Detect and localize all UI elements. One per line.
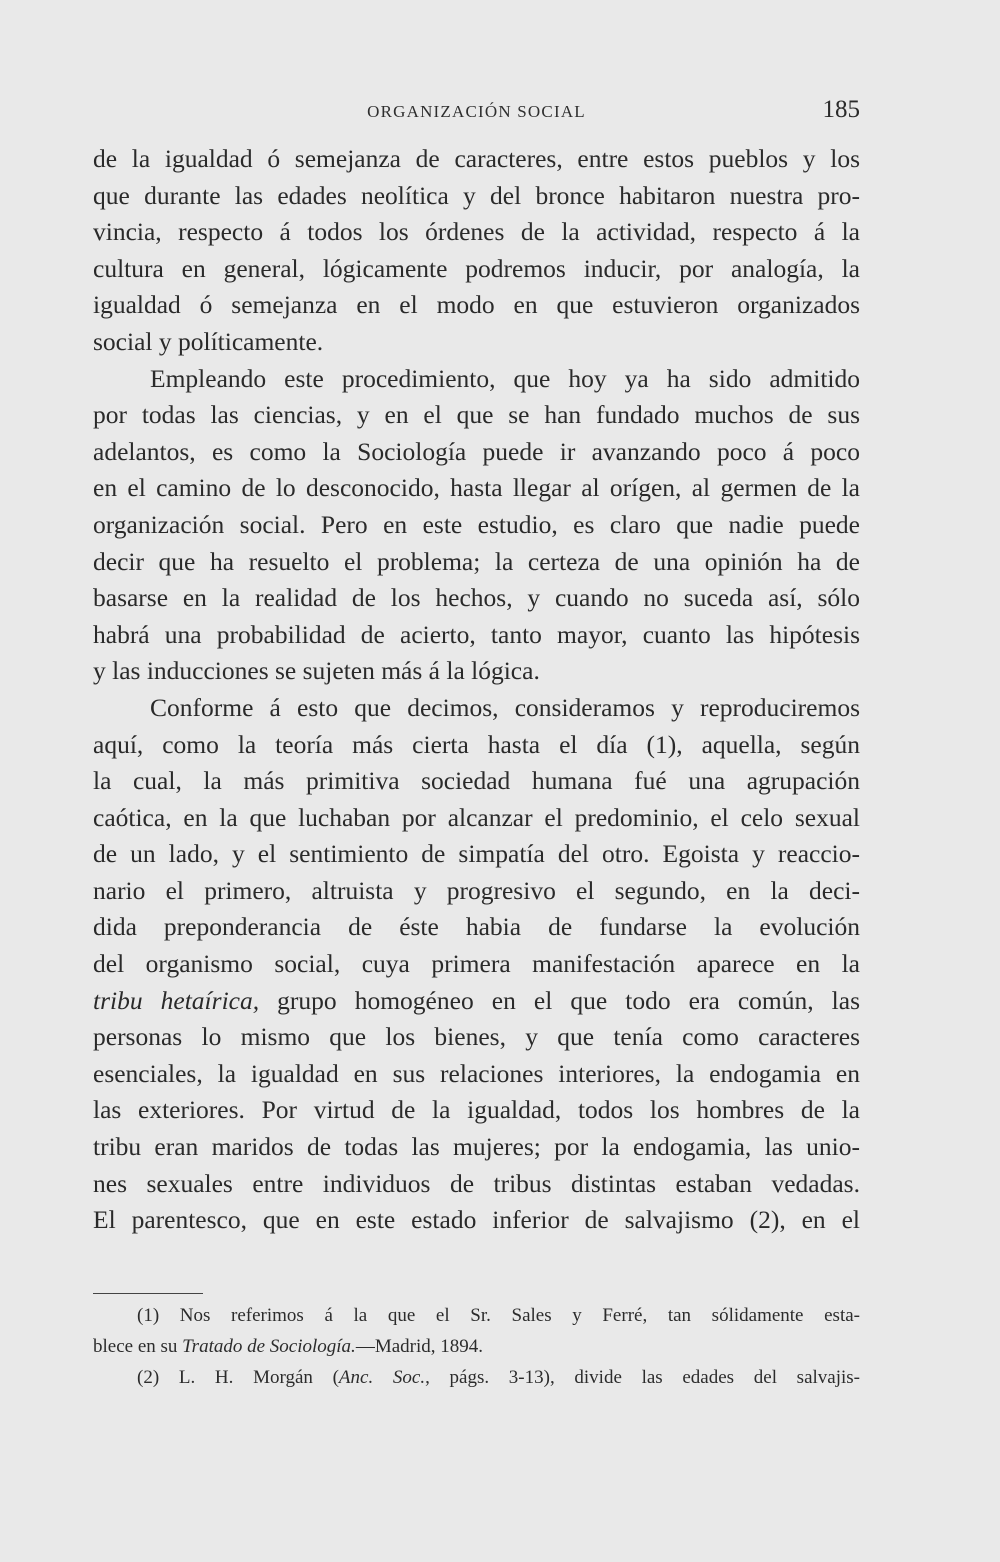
footnote-2-line [93,1362,860,1393]
text-line: igualdad ó semejanza en el modo en que estuvieron organizados [93,290,860,320]
text-line: en el camino de lo desconocido, hasta llegar al orígen, al germen de la [93,473,860,503]
footnotes [93,1300,860,1393]
text-line: dida preponderancia de éste habia de fundarse la evolución [93,912,860,942]
text-line: aquí, como la teoría más cierta hasta el día (1), aquella, según [93,729,860,759]
text-line: social y políticamente. [93,326,324,356]
text-line-with-italic [93,983,860,1020]
text-line: habrá una probabilidad de acierto, tanto mayor, cuanto las hipótesis [93,619,860,649]
text-fragment: grupo homogéneo en el que todo era común, las [277,985,860,1015]
text-line: por todas las ciencias, y en el que se han fundado muchos de sus [93,400,860,430]
text-line: Conforme á esto que decimos, consideramos y reproduciremos [150,692,860,722]
italic-title: Tratado de Sociología. [182,1336,356,1357]
text-line: de un lado, y el sentimiento de simpatía del otro. Egoista y reaccio- [93,839,860,869]
text-line: El parentesco, que en este estado inferior de salvajismo (2), en el [93,1205,860,1235]
text-line: nes sexuales entre individuos de tribus distintas estaban vedadas. [93,1168,860,1198]
footnote-1-line: (1) Nos referimos á la que el Sr. Sales y Ferré, tan sólidamente esta- [137,1305,860,1326]
text-line: decir que ha resuelto el problema; la certeza de una opinión ha de [93,546,860,576]
text-fragment: , págs. 3-13), divide las edades del salvajis- [425,1367,860,1388]
text-line: vincia, respecto á todos los órdenes de la actividad, respecto á la [93,217,860,247]
italic-title: Anc. Soc. [338,1367,426,1388]
text-line: que durante las edades neolítica y del bronce habitaron nuestra pro- [93,180,860,210]
text-line: basarse en la realidad de los hechos, y cuando no suceda así, sólo [93,583,860,613]
text-line: nario el primero, altruista y progresivo el segundo, en la deci- [93,875,860,905]
text-line: organización social. Pero en este estudio, es claro que nadie puede [93,509,860,539]
text-line: y las inducciones se sujeten más á la lógica. [93,656,540,686]
text-line: caótica, en la que luchaban por alcanzar el predominio, el celo sexual [93,802,860,832]
text-line: tribu eran maridos de todas las mujeres; por la endogamia, las unio- [93,1132,860,1162]
text-line: cultura en general, lógicamente podremos inducir, por analogía, la [93,253,860,283]
text-line: adelantos, es como la Sociología puede ir avanzando poco á poco [93,436,860,466]
footnote-1-line [93,1331,860,1362]
text-line: esenciales, la igualdad en sus relaciones interiores, la endogamia en [93,1058,860,1088]
page-number: 185 [822,96,860,123]
text-line: del organismo social, cuya primera manifestación aparece en la [93,949,860,979]
text-fragment: (2) L. H. Morgán ( [137,1367,339,1388]
footnote-divider [93,1293,203,1294]
text-line: Empleando este procedimiento, que hoy ya ha sido admitido [150,363,860,393]
page-header [93,96,860,128]
text-line: la cual, la más primitiva sociedad humana fué una agrupación [93,766,860,796]
text-fragment: blece en su [93,1336,178,1357]
body-text [93,141,860,1239]
text-line: personas lo mismo que los bienes, y que tenía como caracteres [93,1022,860,1052]
running-head: ORGANIZACIÓN SOCIAL [367,102,586,121]
text-line: las exteriores. Por virtud de la igualdad, todos los hombres de la [93,1095,860,1125]
text-fragment: —Madrid, 1894. [355,1336,483,1357]
text-line: de la igualdad ó semejanza de caracteres, entre estos pueblos y los [93,144,860,173]
italic-term: tribu hetaírica, [93,985,260,1015]
